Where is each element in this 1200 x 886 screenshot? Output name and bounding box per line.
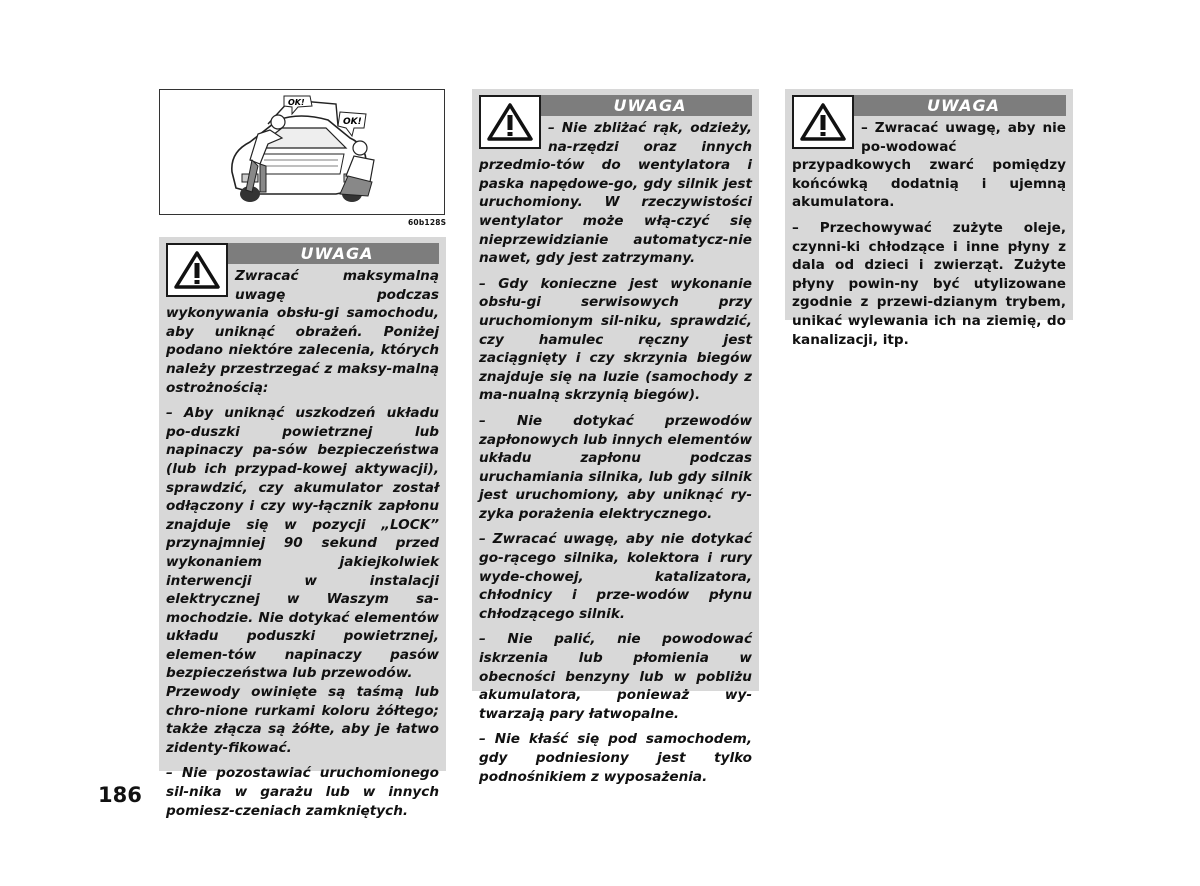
warning-paragraph: – Gdy konieczne jest wykonanie obsłu-gi serwisowych przy uruchomionym sil-niku, sprawdzić, czy hamulec ręczny jest zaciągnięty i czy skrzynia biegów znajduje się na luzie (samochody z ma-nualną skrzynią biegów). xyxy=(479,275,752,404)
warning-title: UWAGA xyxy=(792,95,1066,116)
warning-text xyxy=(479,119,752,786)
warning-paragraph: – Zwracać uwagę, aby nie po-wodować przypadkowych zwarć pomiędzy końcówką dodatnią i ujemną akumulatora. xyxy=(792,120,1066,211)
figure-code: 60b128S xyxy=(408,218,447,227)
bubble-left-text: OK! xyxy=(288,98,305,107)
warning-paragraph: – Aby uniknąć uszkodzeń układu po-duszki powietrznej lub napinaczy pa-sów bezpieczeństwa (lub ich przypad-kowej aktywacji), sprawdzić, czy akumulator został odłączony i czy wy-łącznik zapłonu znajduje się w pozycji „LOCK” przynajmniej 90 sekund przed wykonaniem jakiejkolwiek interwencji w instalacji elektrycznej w Waszym sa-mochodzie. Nie dotykać elementów układu poduszki powietrznej, elemen-tów napinaczy pasów bezpieczeństwa lub przewodów. xyxy=(166,405,439,682)
warning-box-1 xyxy=(159,237,446,819)
warning-triangle-icon xyxy=(479,95,541,149)
warning-paragraph: – Zwracać uwagę, aby nie dotykać go-rącego silnika, kolektora i rury wyde-chowej, katalizatora, chłodnicy i prze-wodów płynu chłodzącego silnik. xyxy=(479,531,752,622)
warning-paragraph: Przewody owinięte są taśmą lub chro-nione rurkami koloru żółtego; także złącza są żółte, aby je łatwo zidenty-fikować. xyxy=(166,684,439,756)
warning-title: UWAGA xyxy=(479,95,752,116)
warning-paragraph: – Nie palić, nie powodować iskrzenia lub płomienia w obecności benzyny lub w pobliżu akumulatora, ponieważ wy-twarzają pary łatwopalne. xyxy=(479,631,752,722)
warning-box-2 xyxy=(472,89,759,785)
illustration-mechanics xyxy=(159,89,445,215)
warning-text xyxy=(792,119,1066,349)
warning-text xyxy=(166,267,439,820)
bubble-right-text: OK! xyxy=(343,117,362,127)
warning-triangle-icon xyxy=(166,243,228,297)
warning-paragraph: – Nie dotykać przewodów zapłonowych lub innych elementów układu zapłonu podczas uruchamiania silnika, lub gdy silnik jest uruchomiony, aby uniknąć ry-zyka porażenia elektrycznego. xyxy=(479,412,752,522)
page-number: 186 xyxy=(98,783,142,807)
warning-paragraph: – Przechowywać zużyte oleje, czynni-ki chłodzące i inne płyny z dala od dzieci i zwierząt. Zużyte płyny powin-ny być utylizowane zgodnie z przewi-dzianym trybem, unikać wylewania ich na ziemię, do kanalizacji, itp. xyxy=(792,219,1066,348)
car-maintenance-drawing xyxy=(160,90,444,214)
warning-paragraph: – Nie pozostawiać uruchomionego sil-nika w garażu lub w innych pomiesz-czeniach zamkniętych. xyxy=(166,765,439,819)
warning-paragraph: – Nie kłaść się pod samochodem, gdy podniesiony jest tylko podnośnikiem z wyposażenia. xyxy=(479,731,752,785)
warning-box-3 xyxy=(785,89,1073,348)
warning-triangle-icon xyxy=(792,95,854,149)
warning-paragraph: Zwracać maksymalną uwagę podczas wykonywania obsłu-gi samochodu, aby uniknąć obrażeń. Poniżej podano niektóre zalecenia, których należy przestrzegać z maksy-malną ostrożnością: xyxy=(166,268,439,396)
warning-title: UWAGA xyxy=(166,243,439,264)
warning-paragraph: – Nie zbliżać rąk, odzieży, na-rzędzi oraz innych przedmio-tów do wentylatora i paska napędowe-go, gdy silnik jest uruchomiony. W rzeczywistości wentylator może włą-czyć się nieprzewidzianie automatycz-nie nawet, gdy jest zatrzymany. xyxy=(479,120,752,267)
